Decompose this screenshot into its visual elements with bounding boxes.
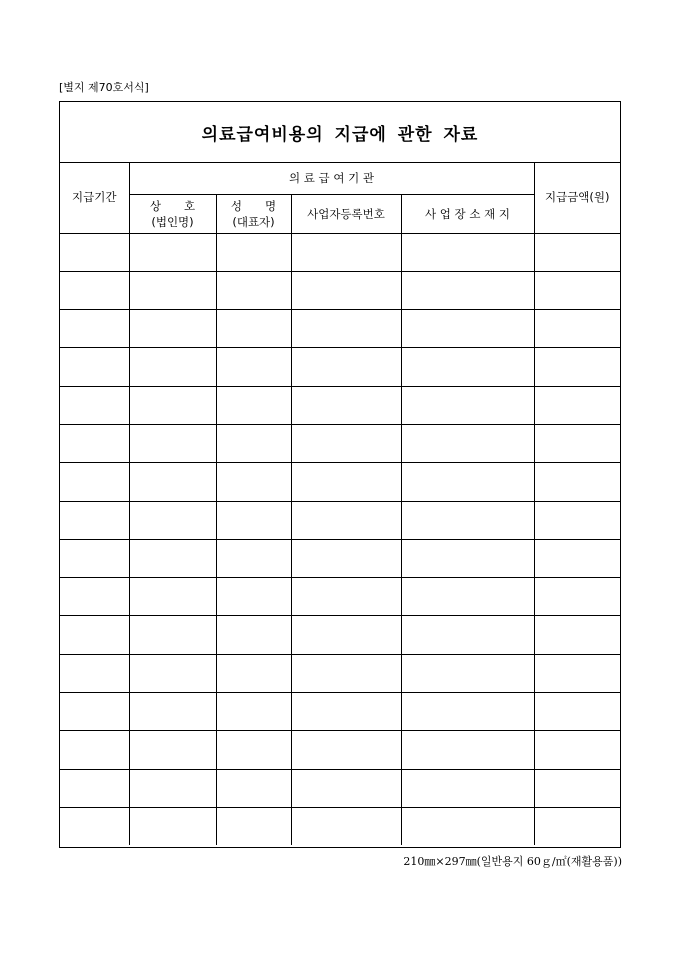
table-row [60, 539, 620, 577]
cell-representative[interactable] [216, 578, 291, 616]
header-representative [216, 194, 291, 233]
cell-business-address[interactable] [401, 578, 534, 616]
cell-payment-amount[interactable] [534, 310, 620, 348]
cell-trade-name[interactable] [129, 769, 216, 807]
cell-business-reg-no[interactable] [291, 463, 401, 501]
cell-representative[interactable] [216, 693, 291, 731]
cell-business-reg-no[interactable] [291, 769, 401, 807]
cell-business-reg-no[interactable] [291, 578, 401, 616]
cell-trade-name[interactable] [129, 501, 216, 539]
table-row [60, 463, 620, 501]
cell-business-address[interactable] [401, 501, 534, 539]
cell-payment-amount[interactable] [534, 616, 620, 654]
cell-representative[interactable] [216, 616, 291, 654]
cell-trade-name[interactable] [129, 386, 216, 424]
cell-payment-period[interactable] [60, 578, 129, 616]
cell-trade-name[interactable] [129, 654, 216, 692]
header-row-1 [60, 162, 620, 194]
table-row [60, 654, 620, 692]
cell-trade-name[interactable] [129, 693, 216, 731]
cell-representative[interactable] [216, 539, 291, 577]
cell-trade-name[interactable] [129, 807, 216, 845]
cell-business-reg-no[interactable] [291, 271, 401, 309]
cell-representative[interactable] [216, 424, 291, 462]
table-row [60, 310, 620, 348]
cell-business-address[interactable] [401, 654, 534, 692]
table-row [60, 424, 620, 462]
cell-business-reg-no[interactable] [291, 654, 401, 692]
cell-business-address[interactable] [401, 693, 534, 731]
cell-business-reg-no[interactable] [291, 501, 401, 539]
cell-representative[interactable] [216, 807, 291, 845]
cell-business-reg-no[interactable] [291, 693, 401, 731]
cell-representative[interactable] [216, 463, 291, 501]
cell-representative[interactable] [216, 654, 291, 692]
cell-business-reg-no[interactable] [291, 386, 401, 424]
cell-payment-amount[interactable] [534, 578, 620, 616]
cell-business-reg-no[interactable] [291, 310, 401, 348]
table-row [60, 807, 620, 845]
cell-representative[interactable] [216, 233, 291, 271]
cell-trade-name[interactable] [129, 271, 216, 309]
header-payment-amount: 지급금액(원) [534, 162, 620, 233]
cell-business-address[interactable] [401, 348, 534, 386]
payment-table [60, 162, 620, 845]
cell-business-reg-no[interactable] [291, 731, 401, 769]
table-row [60, 693, 620, 731]
cell-representative[interactable] [216, 769, 291, 807]
cell-business-address[interactable] [401, 386, 534, 424]
cell-payment-amount[interactable] [534, 271, 620, 309]
cell-trade-name[interactable] [129, 616, 216, 654]
cell-representative[interactable] [216, 348, 291, 386]
cell-representative[interactable] [216, 501, 291, 539]
cell-payment-amount[interactable] [534, 424, 620, 462]
cell-representative[interactable] [216, 310, 291, 348]
cell-payment-period[interactable] [60, 731, 129, 769]
form-number: [별지 제70호서식] [59, 81, 149, 94]
cell-payment-period[interactable] [60, 616, 129, 654]
cell-trade-name[interactable] [129, 731, 216, 769]
cell-trade-name[interactable] [129, 578, 216, 616]
cell-payment-amount[interactable] [534, 731, 620, 769]
cell-business-reg-no[interactable] [291, 424, 401, 462]
header-business-address: 사 업 장 소 재 지 [401, 194, 534, 233]
form-frame [59, 101, 621, 848]
cell-payment-period[interactable] [60, 386, 129, 424]
cell-trade-name[interactable] [129, 463, 216, 501]
header-business-reg-no: 사업자등록번호 [291, 194, 401, 233]
cell-payment-amount[interactable] [534, 386, 620, 424]
cell-payment-period[interactable] [60, 769, 129, 807]
table-row [60, 578, 620, 616]
cell-payment-period[interactable] [60, 463, 129, 501]
cell-payment-period[interactable] [60, 501, 129, 539]
cell-business-address[interactable] [401, 807, 534, 845]
table-row [60, 233, 620, 271]
cell-business-address[interactable] [401, 271, 534, 309]
cell-business-address[interactable] [401, 731, 534, 769]
cell-representative[interactable] [216, 386, 291, 424]
title-box [60, 102, 620, 163]
cell-payment-period[interactable] [60, 233, 129, 271]
cell-payment-amount[interactable] [534, 348, 620, 386]
cell-trade-name[interactable] [129, 424, 216, 462]
header-representative-label: 성 명 [230, 198, 277, 213]
cell-trade-name[interactable] [129, 348, 216, 386]
cell-payment-period[interactable] [60, 424, 129, 462]
cell-representative[interactable] [216, 271, 291, 309]
cell-payment-amount[interactable] [534, 769, 620, 807]
cell-payment-period[interactable] [60, 348, 129, 386]
table-row [60, 731, 620, 769]
cell-payment-period[interactable] [60, 654, 129, 692]
header-payment-period: 지급기간 [60, 162, 129, 233]
cell-payment-period[interactable] [60, 539, 129, 577]
cell-business-address[interactable] [401, 424, 534, 462]
table-row [60, 386, 620, 424]
header-institution-group: 의 료 급 여 기 관 [129, 162, 534, 194]
cell-business-reg-no[interactable] [291, 539, 401, 577]
cell-payment-amount[interactable] [534, 807, 620, 845]
cell-business-address[interactable] [401, 616, 534, 654]
cell-business-reg-no[interactable] [291, 348, 401, 386]
cell-payment-period[interactable] [60, 271, 129, 309]
cell-trade-name[interactable] [129, 310, 216, 348]
cell-business-address[interactable] [401, 310, 534, 348]
table-body [60, 233, 620, 845]
cell-business-address[interactable] [401, 539, 534, 577]
cell-payment-period[interactable] [60, 310, 129, 348]
cell-payment-amount[interactable] [534, 233, 620, 271]
header-representative-sub: (대표자) [232, 214, 275, 229]
cell-trade-name[interactable] [129, 233, 216, 271]
cell-business-reg-no[interactable] [291, 616, 401, 654]
cell-payment-amount[interactable] [534, 463, 620, 501]
cell-business-reg-no[interactable] [291, 233, 401, 271]
paper-spec-footer: 210㎜×297㎜(일반용지 60ｇ/㎡(재활용품)) [403, 855, 622, 868]
header-trade-name [129, 194, 216, 233]
cell-business-address[interactable] [401, 233, 534, 271]
cell-business-address[interactable] [401, 463, 534, 501]
cell-payment-period[interactable] [60, 807, 129, 845]
header-trade-name-label: 상 호 [149, 198, 196, 213]
table-row [60, 501, 620, 539]
cell-representative[interactable] [216, 731, 291, 769]
table-row [60, 769, 620, 807]
cell-business-address[interactable] [401, 769, 534, 807]
cell-payment-amount[interactable] [534, 501, 620, 539]
table-row [60, 348, 620, 386]
form-title: 의료급여비용의 지급에 관한 자료 [201, 124, 479, 145]
table-row [60, 271, 620, 309]
cell-business-reg-no[interactable] [291, 807, 401, 845]
cell-payment-amount[interactable] [534, 654, 620, 692]
cell-payment-amount[interactable] [534, 539, 620, 577]
header-trade-name-sub: (법인명) [151, 214, 194, 229]
cell-trade-name[interactable] [129, 539, 216, 577]
cell-payment-period[interactable] [60, 693, 129, 731]
cell-payment-amount[interactable] [534, 693, 620, 731]
table-row [60, 616, 620, 654]
